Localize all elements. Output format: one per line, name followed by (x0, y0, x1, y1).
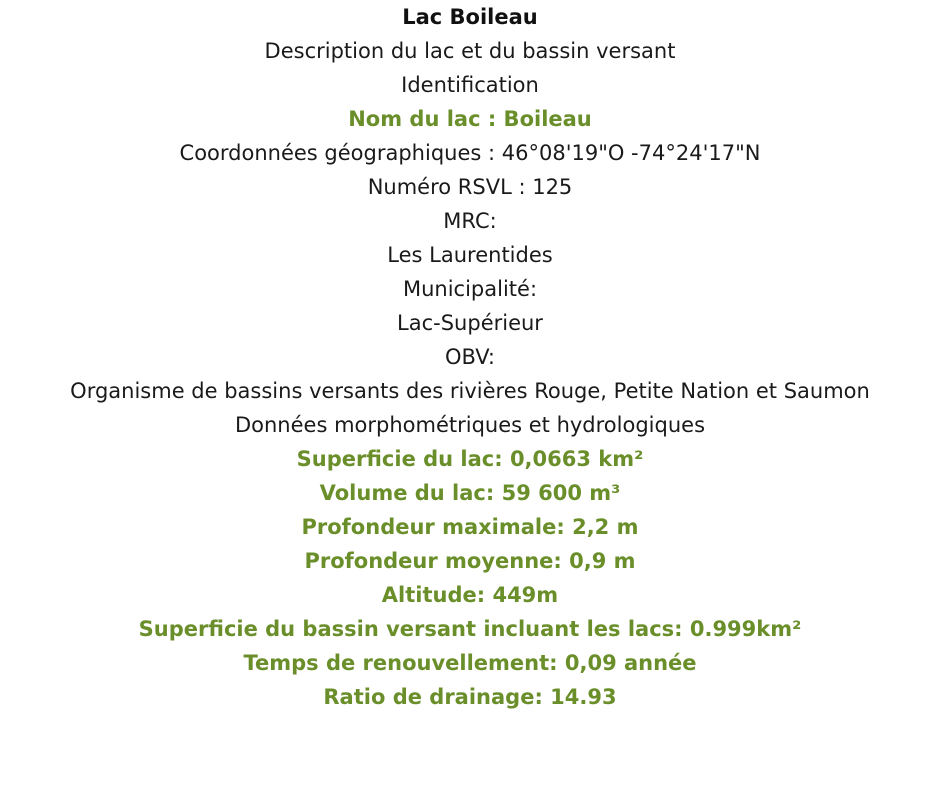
coordinates: Coordonnées géographiques : 46°08'19"O -74°24'17"N (179, 141, 761, 165)
section-morpho-heading: Données morphométriques et hydrologiques (234, 413, 706, 437)
lake-volume: Volume du lac: 59 600 m³ (319, 481, 621, 505)
max-depth: Profondeur maximale: 2,2 m (301, 515, 639, 539)
altitude: Altitude: 449m (381, 583, 559, 607)
section-identification-heading: Identification (401, 73, 539, 97)
municipality-value: Lac-Supérieur (397, 311, 543, 335)
mrc-label: MRC: (443, 209, 497, 233)
obv-value: Organisme de bassins versants des rivières Rouge, Petite Nation et Saumon (70, 379, 870, 403)
mean-depth: Profondeur moyenne: 0,9 m (304, 549, 636, 573)
page-title: Lac Boileau (402, 5, 538, 29)
obv-label: OBV: (444, 345, 496, 369)
drainage-ratio: Ratio de drainage: 14.93 (323, 685, 617, 709)
section-description-heading: Description du lac et du bassin versant (264, 39, 676, 63)
lake-area: Superficie du lac: 0,0663 km² (296, 447, 644, 471)
watershed-area: Superficie du bassin versant incluant les lacs: 0.999km² (138, 617, 802, 641)
rsvl-number: Numéro RSVL : 125 (367, 175, 573, 199)
lake-name: Nom du lac : Boileau (348, 107, 592, 131)
renewal-time: Temps de renouvellement: 0,09 année (243, 651, 697, 675)
municipality-label: Municipalité: (402, 277, 538, 301)
mrc-value: Les Laurentides (387, 243, 553, 267)
